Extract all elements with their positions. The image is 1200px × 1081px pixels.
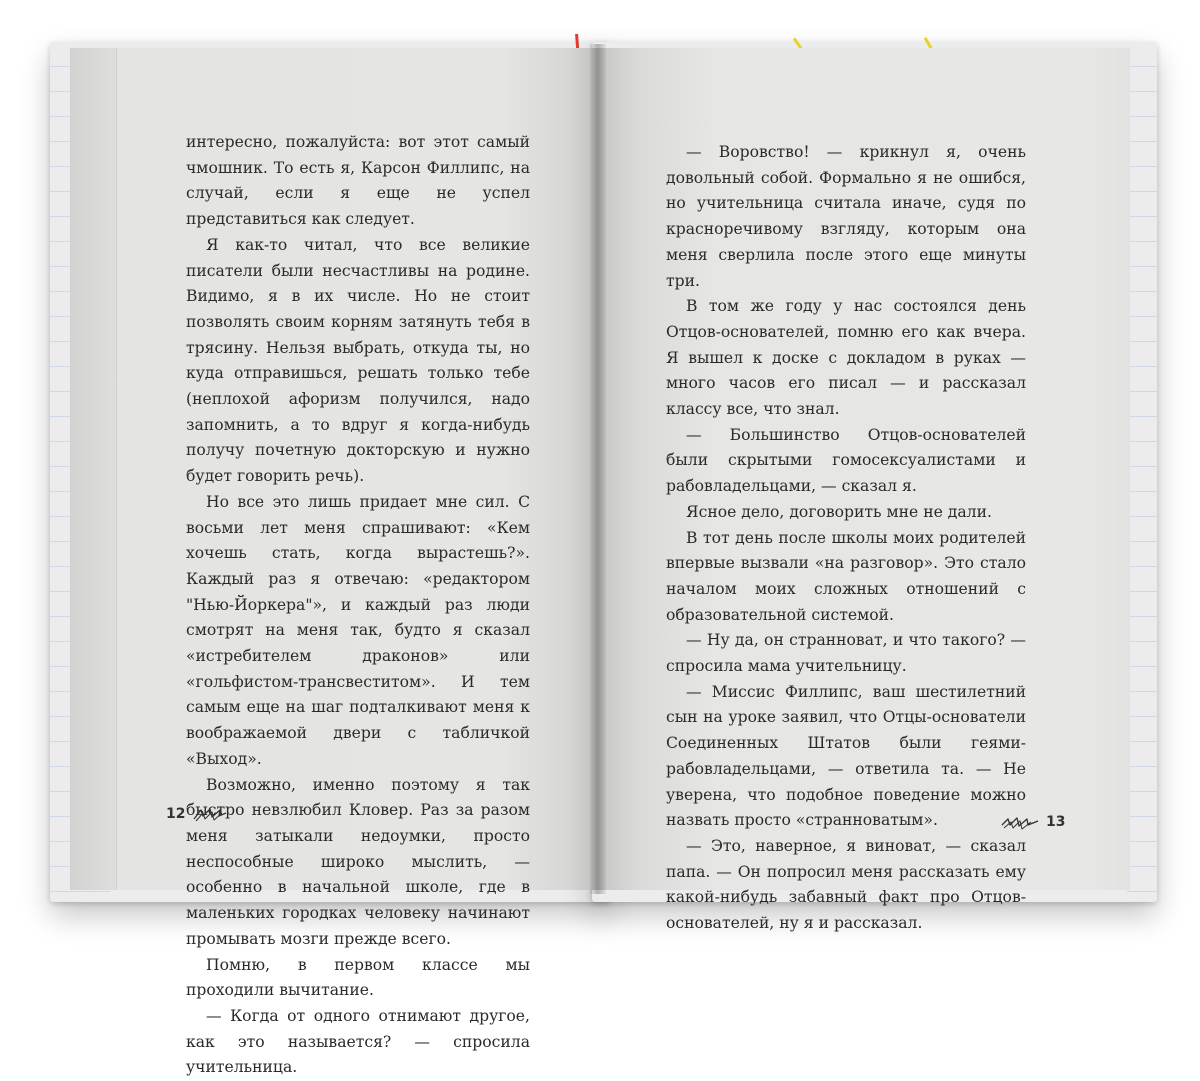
paragraph: — Это, наверное, я виноват, — сказал папа. — Он попросил меня рассказать ему какой-нибудь забавный факт про Отцов-основателей, ну я и рассказал. — [666, 836, 1026, 933]
right-page-text — [666, 140, 1026, 937]
paragraph: Я как-то читал, что все великие писатели были несчастливы на родине. Видимо, я в их числе. Но не стоит позволять своим корням затянуть тебя в трясину. Нельзя выбрать, откуда ты, но куда отправишься, решать только тебе (неплохой афоризм получился, надо запомнить, а то вдруг я когда-нибудь получу почетную докторскую и нужно будет говорить речь). — [186, 235, 530, 486]
paragraph: — Большинство Отцов-основателей были скрытыми гомосексуалистами и рабовладельцами, — сказал я. — [666, 425, 1026, 496]
paragraph: Помню, в первом классе мы проходили вычитание. — [186, 955, 530, 1000]
paragraph: Возможно, именно поэтому я так быстро невзлюбил Кловер. Раз за разом меня затыкали недоумки, просто неспособные широко мыслить, — особенно в начальной школе, где в маленьких городках человеку начинают промывать мозги прежде всего. — [186, 775, 530, 948]
paragraph: — Ну да, он странноват, и что такого? — спросила мама учительницу. — [666, 631, 1026, 676]
paragraph: Но все это лишь придает мне сил. С восьми лет меня спрашивают: «Кем хочешь стать, когда вырастешь?». Каждый раз я отвечаю: «редактором "Нью-Йоркера"», и каждый раз люди смотрят на меня так, будто я сказал «истребителем драконов» или «гольфистом-трансвеститом». И тем самым еще на шаг подталкивают меня к воображаемой двери с табличкой «Выход». — [186, 492, 530, 768]
paragraph: интересно, пожалуйста: вот этот самый чмошник. То есть я, Карсон Филлипс, на случай, если я еще не успел представиться как следует. — [186, 133, 530, 229]
paragraph: — Миссис Филлипс, ваш шестилетний сын на уроке заявил, что Отцы-основатели Соединенных Штатов были геями-рабовладельцами, — ответила та. — Не уверена, что подобное поведение можно назвать просто «странноватым». — [666, 682, 1026, 830]
lightning-scribble-icon — [1000, 815, 1040, 831]
left-page-text — [186, 130, 530, 1081]
page-number-label: 13 — [1046, 814, 1066, 830]
paragraph: В том же году у нас состоялся день Отцов-основателей, помню его как вчера. Я вышел к доске с докладом в руках — много часов его писал — и рассказал классу все, что знал. — [666, 297, 1026, 419]
paragraph: — Воровство! — крикнул я, очень довольный собой. Формально я не ошибся, но учительница считала иначе, судя по красноречивому взгляду, которым она меня сверлила после этого еще минуты три. — [666, 143, 1026, 290]
paragraph: Ясное дело, договорить мне не дали. — [686, 502, 992, 521]
right-page-number — [1046, 814, 1065, 830]
cover-ruled-lines — [1127, 42, 1157, 902]
lightning-scribble-icon — [192, 807, 228, 823]
page-number-label: 12 — [166, 806, 186, 822]
paragraph: В тот день после школы моих родителей впервые вызвали «на разговор». Это стало началом моих сложных отношений с образовательной системой. — [666, 528, 1026, 624]
paragraph: — Когда от одного отнимают другое, как это называется? — спросила учительница. — [186, 1006, 530, 1077]
left-page-number — [166, 806, 185, 822]
left-page-edge — [70, 48, 117, 890]
book-spine-shadow — [590, 44, 606, 894]
